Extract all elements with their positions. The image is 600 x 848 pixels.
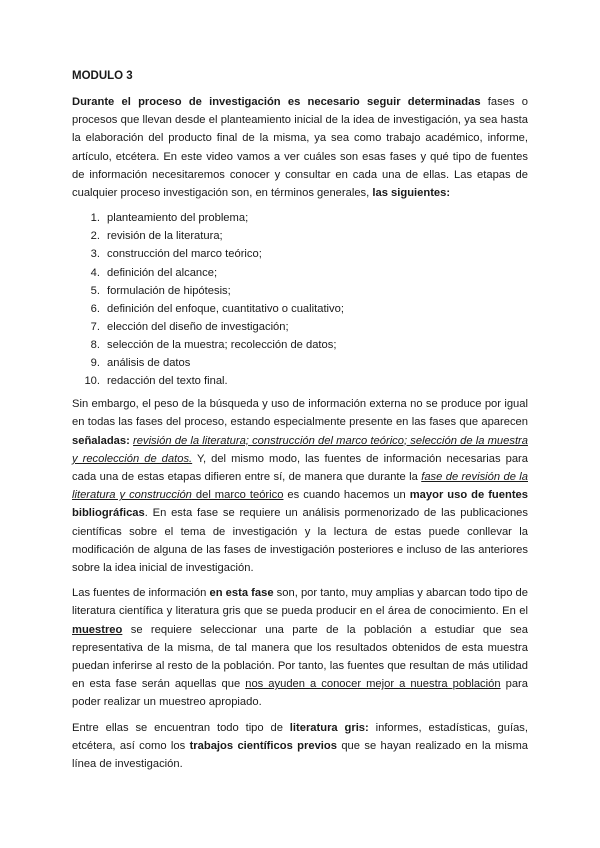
p4-text-3: que se hayan realizado en la misma línea de investigación. xyxy=(72,739,528,771)
list-item-text: definición del enfoque, cuantitativo o cualitativo; xyxy=(107,302,344,315)
list-item-number: 5. xyxy=(90,284,100,297)
list-item xyxy=(72,354,528,372)
list-item-number: 10. xyxy=(84,375,100,388)
p3-bold-muestreo: muestreo xyxy=(72,623,123,636)
p3-bold-fase: en esta fase xyxy=(209,587,274,600)
list-item-text: análisis de datos xyxy=(107,356,191,369)
p2-text-3: es cuando hacemos un xyxy=(283,489,410,502)
p2-text-4: . En esta fase se requiere un análisis pormenorizado de las publicaciones científicas sobre el tema de investigación y la lectura de estas puede conllevar la modificación de alguna de las fases de investigación posteriores e incluso de las anteriores sobre la idea inicial de investigación. xyxy=(72,507,528,574)
p2-highlight-phases: revisión de la literatura; construcción del marco teórico; selección de la muestra y recolección de datos. xyxy=(72,434,529,465)
intro-bold-lead: Durante el proceso de investigación es necesario seguir determinadas xyxy=(72,96,481,108)
p4-bold-gris: literatura gris: xyxy=(289,721,369,734)
list-item-text: elección del diseño de investigación; xyxy=(107,320,289,333)
p2-bold-senaladas: señaladas: xyxy=(72,434,130,447)
intro-bold-tail: las siguientes: xyxy=(372,187,451,200)
list-item-text: formulación de hipótesis; xyxy=(107,284,231,297)
list-item-number: 3. xyxy=(90,248,100,261)
list-item xyxy=(72,318,528,336)
list-item-number: 9. xyxy=(90,356,100,369)
research-steps-list xyxy=(72,209,528,390)
list-item xyxy=(72,372,528,390)
p2-text-2: Y, del mismo modo, las fuentes de información necesarias para cada una de estas etapas difieren entre sí, de manera que durante la xyxy=(72,452,528,483)
intro-paragraph xyxy=(72,93,528,202)
p4-bold-trabajos: trabajos científicos previos xyxy=(189,739,337,752)
sources-weight-paragraph xyxy=(72,395,528,577)
list-item-number: 4. xyxy=(90,266,100,279)
list-item-text: redacción del texto final. xyxy=(107,375,228,388)
p2-underline-marco: del marco teórico xyxy=(191,489,284,502)
p4-text-1: Entre ellas se encuentran todo tipo de xyxy=(72,721,290,734)
list-item-text: definición del alcance; xyxy=(107,266,218,279)
list-item xyxy=(72,209,528,227)
document-page xyxy=(72,68,528,780)
intro-text: fases o procesos que llevan desde el planteamiento inicial de la idea de investigación, ya sea hasta la elaboración del producto final de la misma, ya sea como trabajo académico, informe, artículo, etcétera. En este video vamos a ver cuáles son esas fases y qué tipo de fuentes de información necesitaremos conocer y consultar en cada una de ellas. Las etapas de cualquier proceso investigación son, en términos generales, xyxy=(72,96,528,200)
list-item-number: 8. xyxy=(90,338,100,351)
p3-text-3: se requiere seleccionar una parte de la población a estudiar que sea representativa de la misma, de tal manera que los resultados obtenidos de esta muestra puedan inferirse al resto de la población. Por tanto, las fuentes que resultan de más utilidad en esta fase serán aquellas que xyxy=(72,623,528,691)
p2-highlight-review: fase de revisión de la literatura y construcción xyxy=(72,470,528,502)
p2-bold-fuentes: mayor uso de fuentes bibliográficas xyxy=(72,489,528,520)
list-item xyxy=(72,300,528,318)
grey-literature-paragraph xyxy=(72,719,528,774)
list-item-text: construcción del marco teórico; xyxy=(107,248,262,261)
list-item-text: planteamiento del problema; xyxy=(107,212,249,225)
p2-text-1: Sin embargo, el peso de la búsqueda y uso de información externa no se produce por igual en todas las fases del proceso, estando especialmente presente en las fases que aparecen xyxy=(72,398,528,429)
p3-text-2: son, por tanto, muy amplias y abarcan todo tipo de literatura científica y literatura gris que se pueda producir en el área de conocimiento. En el xyxy=(72,587,528,618)
list-item xyxy=(72,227,528,245)
list-item-text: selección de la muestra; recolección de datos; xyxy=(107,338,337,351)
list-item-number: 7. xyxy=(90,320,100,333)
list-item-number: 6. xyxy=(90,302,100,315)
p4-text-2: informes, estadísticas, guías, etcétera, así como los xyxy=(72,721,528,752)
sampling-paragraph xyxy=(72,584,528,711)
list-item-text: revisión de la literatura; xyxy=(107,230,223,243)
list-item xyxy=(72,264,528,282)
list-item xyxy=(72,282,528,300)
p3-text-1: Las fuentes de información xyxy=(72,587,210,600)
list-item xyxy=(72,245,528,263)
list-item-number: 1. xyxy=(90,212,100,225)
list-item xyxy=(72,336,528,354)
p3-text-4: para poder realizar un muestreo apropiado. xyxy=(72,678,528,709)
p3-underline-poblacion: nos ayuden a conocer mejor a nuestra población xyxy=(245,678,501,691)
module-title: MODULO 3 xyxy=(72,70,133,82)
list-item-number: 2. xyxy=(90,230,100,243)
